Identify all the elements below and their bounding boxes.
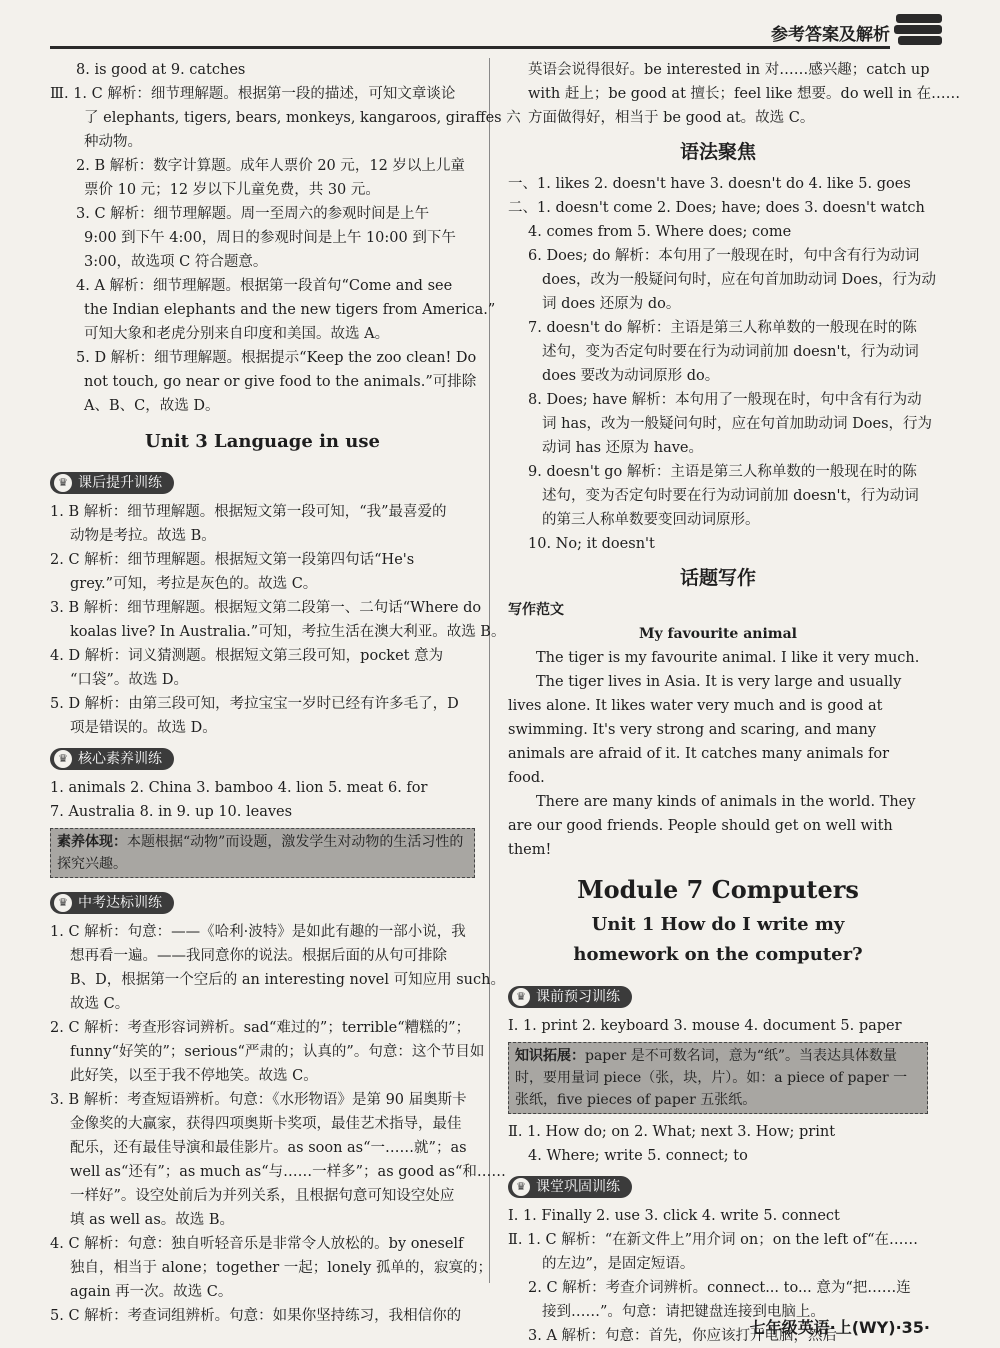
answer-line: Ⅰ. 1. Finally 2. use 3. click 4. write 5. connect <box>508 1208 840 1224</box>
answer-line: 3. B 解析：细节理解题。根据短文第二段第一、二句话“Where do <box>50 600 482 616</box>
answer-line: 项是错误的。故选 D。 <box>70 720 217 736</box>
book-stack-icon <box>890 8 950 52</box>
answer-line: 4. C 解析：句意：独自听轻音乐是非常令人放松的。by oneself <box>50 1236 464 1252</box>
answer-line: 词 does 还原为 do。 <box>542 296 681 312</box>
writing-section-title: 话题写作 <box>679 567 756 589</box>
answer-line: 8. Does; have 解析：本句用了一般现在时，句中含有行为动 <box>528 392 922 408</box>
essay-body <box>508 646 928 862</box>
essay-label: 写作范文 <box>508 602 564 618</box>
answer-line: 接到……”。句意：请把键盘连接到电脑上。 <box>542 1304 825 1320</box>
right-column <box>508 58 961 1348</box>
section-banner-exam <box>50 892 174 914</box>
answer-line: 动物是考拉。故选 B。 <box>70 528 216 544</box>
page-footer: 七年级英语·上(WY)·35· <box>749 1318 930 1337</box>
answer-line: 述句，变为否定句时要在行为动词前加 doesn't，行为动词 <box>542 344 919 360</box>
answer-line: 9:00 到下午 4:00，周日的参观时间是上午 10:00 到下午 <box>84 230 456 246</box>
answer-line: 2. C 解析：考查形容词辨析。sad“难过的”；terrible“糟糕的”； <box>50 1020 471 1036</box>
answer-line: 动词 has 还原为 have。 <box>542 440 704 456</box>
answer-line: 5. D 解析：由第三段可知，考拉宝宝一岁时已经有许多毛了，D <box>50 696 459 712</box>
banner-label: 课前预习训练 <box>536 989 620 1005</box>
answer-line: koalas live? In Australia.”可知，考拉生活在澳大利亚。故选 B。 <box>70 624 506 640</box>
unit-1-title <box>508 910 928 970</box>
answer-line: 述句，变为否定句时要在行为动词前加 doesn't，行为动词 <box>542 488 919 504</box>
answer-line: 1. C 解析：句意：——《哈利·波特》是如此有趣的一部小说，我 <box>50 924 466 940</box>
answer-line: does 要改为动词原形 do。 <box>542 368 720 384</box>
answer-line: 7. Australia 8. in 9. up 10. leaves <box>50 804 293 820</box>
answer-line: Ⅱ. 1. How do; on 2. What; next 3. How; print <box>508 1124 836 1140</box>
answer-line: well as“还有”；as much as“与……一样多”；as good as“和…… <box>70 1164 506 1180</box>
answer-line: 的第三人称单数要变回动词原形。 <box>542 512 760 528</box>
answer-line: 7. doesn't do 解析：主语是第三人称单数的一般现在时的陈 <box>528 320 917 336</box>
answer-line: 2. B 解析：数字计算题。成年人票价 20 元，12 岁以上儿童 <box>76 158 465 174</box>
essay-paragraph: The tiger is my favourite animal. I like it very much. <box>536 650 920 666</box>
literacy-note <box>50 828 475 878</box>
column-divider <box>489 58 490 1283</box>
module-title: Module 7 Computers <box>577 875 859 904</box>
answer-line: 4. D 解析：词义猜测题。根据短文第三段可知，pocket 意为 <box>50 648 444 664</box>
essay-paragraph: The tiger lives in Asia. It is very large and usually lives alone. It likes water very much and is good at swimming. It's very strong and scaring, and many animals are afraid of it. It catches many animals for food. <box>508 674 902 786</box>
answer-line: 一样好”。设空处前后为并列关系，且根据句意可知设空处应 <box>70 1188 455 1204</box>
answer-line: with 赶上；be good at 擅长；feel like 想要。do well in 在…… <box>528 86 961 102</box>
answer-line: 可知大象和老虎分别来自印度和美国。故选 A。 <box>84 326 390 342</box>
note-tag: 知识拓展： <box>515 1048 585 1064</box>
section-banner-class <box>508 1176 632 1198</box>
answer-line: Ⅰ. 1. print 2. keyboard 3. mouse 4. document 5. paper <box>508 1018 902 1034</box>
answer-line: 独自，相当于 alone；together 一起；lonely 孤单的，寂寞的； <box>70 1260 492 1276</box>
answer-line: Ⅱ. 1. C 解析：“在新文件上”用介词 on；on the left of“在…… <box>508 1232 919 1248</box>
crown-icon: ♛ <box>54 750 72 768</box>
left-column <box>50 58 521 1328</box>
answer-line: 4. Where; write 5. connect; to <box>528 1148 748 1164</box>
answer-line: B、D，根据第一个空后的 an interesting novel 可知应用 such。 <box>70 972 505 988</box>
answer-line: 6. Does; do 解析：本句用了一般现在时，句中含有行为动词 <box>528 248 920 264</box>
knowledge-note <box>508 1042 928 1114</box>
crown-icon: ♛ <box>54 894 72 912</box>
answer-line: 一、1. likes 2. doesn't have 3. doesn't do 4. like 5. goes <box>508 176 911 192</box>
answer-line: A、B、C，故选 D。 <box>84 398 220 414</box>
answer-line: 9. doesn't go 解析：主语是第三人称单数的一般现在时的陈 <box>528 464 917 480</box>
header-rule <box>50 46 890 49</box>
answer-line: the Indian elephants and the new tigers from America.” <box>84 302 496 318</box>
answer-line: 3. A 解析：句意：首先，你应该打开电脑，然后 <box>528 1328 838 1344</box>
answer-line: 金像奖的大赢家，获得四项奥斯卡奖项，最佳艺术指导，最佳 <box>70 1116 462 1132</box>
essay-paragraph: There are many kinds of animals in the world. They are our good friends. People should get on well with them! <box>508 794 916 858</box>
answer-line: 3. B 解析：考查短语辨析。句意：《水形物语》是第 90 届奥斯卡 <box>50 1092 467 1108</box>
answer-line: does，改为一般疑问句时，应在句首加助动词 Does，行为动 <box>542 272 937 288</box>
answer-line: Ⅲ. 1. C 解析：细节理解题。根据第一段的描述，可知文章谈论 <box>50 86 456 102</box>
answer-line: 2. C 解析：考查介词辨析。connect... to... 意为“把……连 <box>528 1280 911 1296</box>
answer-line: 4. A 解析：细节理解题。根据第一段首句“Come and see <box>76 278 453 294</box>
banner-label: 中考达标训练 <box>78 895 162 911</box>
answer-line: 配乐，还有最佳导演和最佳影片。as soon as“一……就”；as <box>70 1140 467 1156</box>
answer-line: “口袋”。故选 D。 <box>70 672 189 688</box>
essay-title: My favourite animal <box>639 626 797 642</box>
after-class-answers <box>50 500 506 740</box>
section-3-answers <box>50 82 521 418</box>
answer-line: grey.”可知，考拉是灰色的。故选 C。 <box>70 576 318 592</box>
answer-line: not touch, go near or give food to the animals.”可排除 <box>84 374 477 390</box>
section-banner-preview <box>508 986 632 1008</box>
unit-title-line: Unit 1 How do I write my <box>591 914 845 935</box>
answer-line: 5. C 解析：考查词组辨析。句意：如果你坚持练习，我相信你的 <box>50 1308 462 1324</box>
answer-line: 3:00，故选项 C 符合题意。 <box>84 254 268 270</box>
answer-line: 3. C 解析：细节理解题。周一至周六的参观时间是上午 <box>76 206 430 222</box>
answer-line: 4. comes from 5. Where does; come <box>528 224 792 240</box>
answer-line: 1. animals 2. China 3. bamboo 4. lion 5. meat 6. for <box>50 780 428 796</box>
answer-line: 了 elephants, tigers, bears, monkeys, kangaroos, giraffes 六 <box>84 110 521 126</box>
answer-line: 的左边”，是固定短语。 <box>542 1256 695 1272</box>
core-answers <box>50 776 475 824</box>
page-header <box>50 8 930 48</box>
unit-title-line: homework on the computer? <box>573 944 863 965</box>
answer-line: 想再看一遍。——我同意你的说法。根据后面的从句可排除 <box>70 948 447 964</box>
answer-line: 种动物。 <box>84 134 142 150</box>
exam-answers <box>50 920 506 1328</box>
note-text: paper 是不可数名词，意为“纸”。当表达具体数量时，要用量词 piece（张，块，片）。如：a piece of paper 一张纸，five pieces of paper 五张纸。 <box>515 1048 908 1108</box>
answer-line: 填 as well as。故选 B。 <box>70 1212 235 1228</box>
section-banner-after-class <box>50 472 174 494</box>
answer-line: 故选 C。 <box>70 996 130 1012</box>
answer-line: 此好笑，以至于我不停地笑。故选 C。 <box>70 1068 318 1084</box>
crown-icon: ♛ <box>54 474 72 492</box>
unit-3-title: Unit 3 Language in use <box>145 431 380 452</box>
answer-line: 方面做得好，相当于 be good at。故选 C。 <box>528 110 815 126</box>
crown-icon: ♛ <box>512 1178 530 1196</box>
banner-label: 核心素养训练 <box>78 751 162 767</box>
note-text: 本题根据“动物”而设题，激发学生对动物的生活习性的探究兴趣。 <box>57 834 464 872</box>
section-banner-core <box>50 748 174 770</box>
answer-line: 词 has，改为一般疑问句时，应在句首加助动词 Does，行为 <box>542 416 933 432</box>
answer-line: 票价 10 元；12 岁以下儿童免费，共 30 元。 <box>84 182 380 198</box>
continued-answer <box>508 58 961 130</box>
header-title: 参考答案及解析 <box>771 25 890 45</box>
answer-line: 二、1. doesn't come 2. Does; have; does 3. doesn't watch <box>508 200 925 216</box>
answer-line: funny“好笑的”；serious“严肃的；认真的”。句意：这个节目如 <box>70 1044 485 1060</box>
grammar-answers <box>508 172 937 556</box>
note-tag: 素养体现： <box>57 834 127 850</box>
answer-line: 2. C 解析：细节理解题。根据短文第一段第四句话“He's <box>50 552 415 568</box>
answer-line: 10. No; it doesn't <box>528 536 655 552</box>
answer-line: 1. B 解析：细节理解题。根据短文第一段可知，“我”最喜爱的 <box>50 504 447 520</box>
banner-label: 课堂巩固训练 <box>536 1179 620 1195</box>
answer-line: 8. is good at 9. catches <box>76 62 246 78</box>
banner-label: 课后提升训练 <box>78 475 162 491</box>
answer-line: 5. D 解析：细节理解题。根据提示“Keep the zoo clean! Do <box>76 350 477 366</box>
crown-icon: ♛ <box>512 988 530 1006</box>
answer-line: again 再一次。故选 C。 <box>70 1284 233 1300</box>
answer-line: 英语会说得很好。be interested in 对……感兴趣；catch up <box>528 62 930 78</box>
grammar-section-title: 语法聚焦 <box>679 141 756 163</box>
